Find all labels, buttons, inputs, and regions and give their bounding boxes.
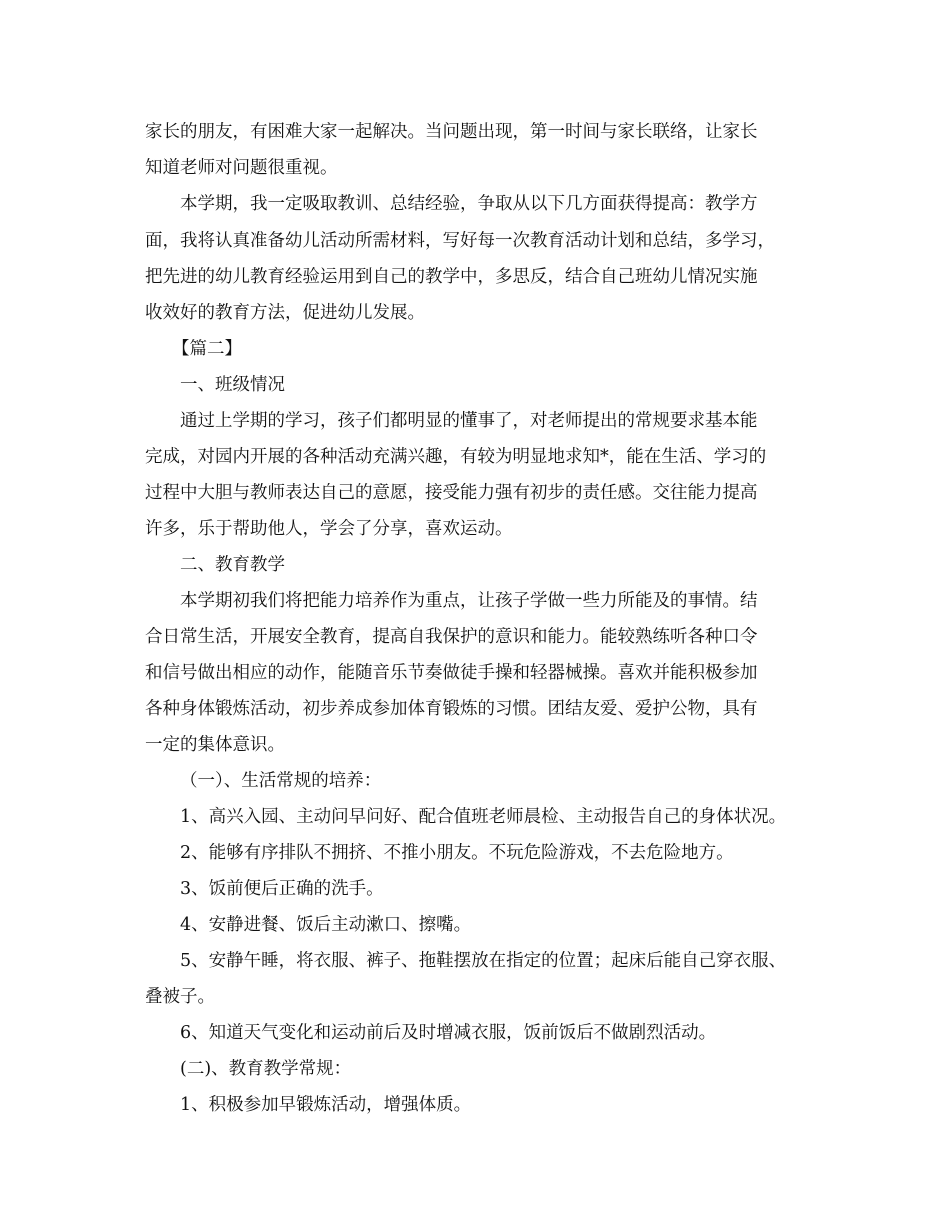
body-text-line: 合日常生活，开展安全教育，提高自我保护的意识和能力。能较熟练听各种口令 [145,627,758,647]
list-item: 5、安静午睡，将衣服、裤子、拖鞋摆放在指定的位置；起床后能自己穿衣服、 [180,951,787,971]
body-text-line: 收效好的教育方法，促进幼儿发展。 [145,303,425,323]
subsection-heading: （一）、生活常规的培养： [180,771,382,791]
list-item: 1、高兴入园、主动问早问好、配合值班老师晨检、主动报告自己的身体状况。 [180,807,787,827]
body-text-line: 和信号做出相应的动作，能随音乐节奏做徒手操和轻器械操。喜欢并能积极参加 [145,663,758,683]
body-text-line: 把先进的幼儿教育经验运用到自己的教学中，多思反，结合自己班幼儿情况实施 [145,267,758,287]
list-item: 3、饭前便后正确的洗手。 [180,879,384,899]
section-heading: 二、教育教学 [180,555,285,575]
body-text-line: 一定的集体意识。 [145,735,285,755]
body-text-line: 家长的朋友，有困难大家一起解决。当问题出现，第一时间与家长联络，让家长 [145,122,758,142]
list-item: 1、积极参加早锻炼活动，增强体质。 [180,1095,472,1115]
body-text-line: 各种身体锻炼活动，初步养成参加体育锻炼的习惯。团结友爱、爱护公物，具有 [145,699,758,719]
subsection-heading: (二)、教育教学常规： [180,1059,352,1079]
body-text-line: 本学期初我们将把能力培养作为重点，让孩子学做一些力所能及的事情。结 [180,591,758,611]
body-text-line: 面，我将认真准备幼儿活动所需材料，写好每一次教育活动计划和总结，多学习， [145,231,775,251]
list-item: 4、安静进餐、饭后主动漱口、擦嘴。 [180,915,472,935]
body-text-line: 本学期，我一定吸取教训、总结经验，争取从以下几方面获得提高：教学方 [180,194,758,214]
list-item: 2、能够有序排队不拥挤、不推小朋友。不玩危险游戏，不去危险地方。 [180,843,734,863]
list-item-continuation: 叠被子。 [145,987,215,1007]
body-text-line: 通过上学期的学习，孩子们都明显的懂事了，对老师提出的常规要求基本能 [180,411,758,431]
body-text-line: 完成，对园内开展的各种活动充满兴趣，有较为明显地求知*，能在生活、学习的 [145,447,767,467]
section-title: 【篇二】 [172,339,242,359]
body-text-line: 许多，乐于帮助他人，学会了分享，喜欢运动。 [145,519,513,539]
list-item: 6、知道天气变化和运动前后及时增减衣服，饭前饭后不做剧烈活动。 [180,1023,717,1043]
section-heading: 一、班级情况 [180,375,285,395]
body-text-line: 过程中大胆与教师表达自己的意愿，接受能力强有初步的责任感。交往能力提高 [145,483,758,503]
body-text-line: 知道老师对问题很重视。 [145,158,338,178]
